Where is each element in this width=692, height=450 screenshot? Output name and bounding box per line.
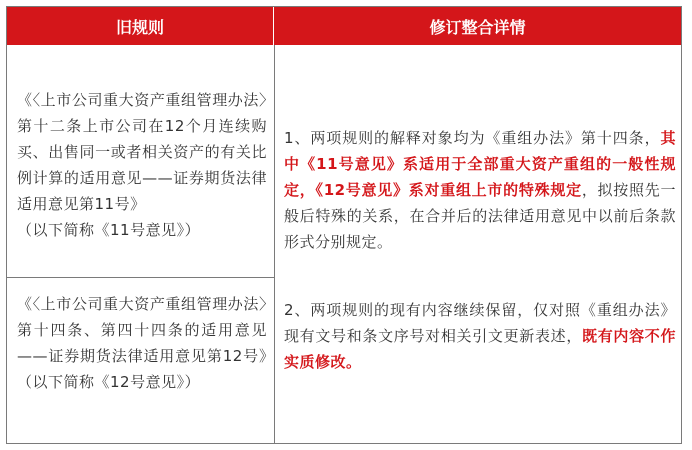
old-rule-11 xyxy=(17,87,267,243)
detail-item-1-suffix: ，拟按照先一般后特殊的关系，在合并后的法律适用意见中以前后条款形式分别规定。 xyxy=(284,181,676,251)
column-divider xyxy=(274,45,275,443)
old-rule-11-note: （以下简称《11号意见》） xyxy=(17,221,201,239)
detail-item-1-prefix: 1、两项规则的解释对象均为《重组办法》第十四条， xyxy=(284,129,661,147)
detail-item-1 xyxy=(284,125,676,255)
detail-item-2-prefix: 2、两项规则的现有内容继续保留，仅对照《重组办法》现有文号和条文序号对相关引文更新表述， xyxy=(284,301,676,345)
detail-item-2-highlight: 既有内容不作实质修改。 xyxy=(284,327,676,371)
old-rule-12-title: 《〈上市公司重大资产重组管理办法〉第十四条、第四十四条的适用意见——证券期货法律适用意见第12号》（以下简称《12号意见》） xyxy=(17,295,267,391)
detail-item-1-highlight: 其中《11号意见》系适用于全部重大资产重组的一般性规定，《12号意见》系对重组上市的特殊规定 xyxy=(284,129,676,199)
old-rule-12 xyxy=(17,291,267,395)
old-rule-11-title: 《〈上市公司重大资产重组管理办法〉第十二条上市公司在12个月连续购买、出售同一或者相关资产的有关比例计算的适用意见——证券期货法律适用意见第11号》 xyxy=(17,91,267,213)
row-divider xyxy=(7,277,274,278)
comparison-table xyxy=(6,6,682,444)
header-revision-details: 修订整合详情 xyxy=(274,7,681,45)
header-old-rules: 旧规则 xyxy=(7,7,274,45)
detail-item-2 xyxy=(284,297,676,375)
